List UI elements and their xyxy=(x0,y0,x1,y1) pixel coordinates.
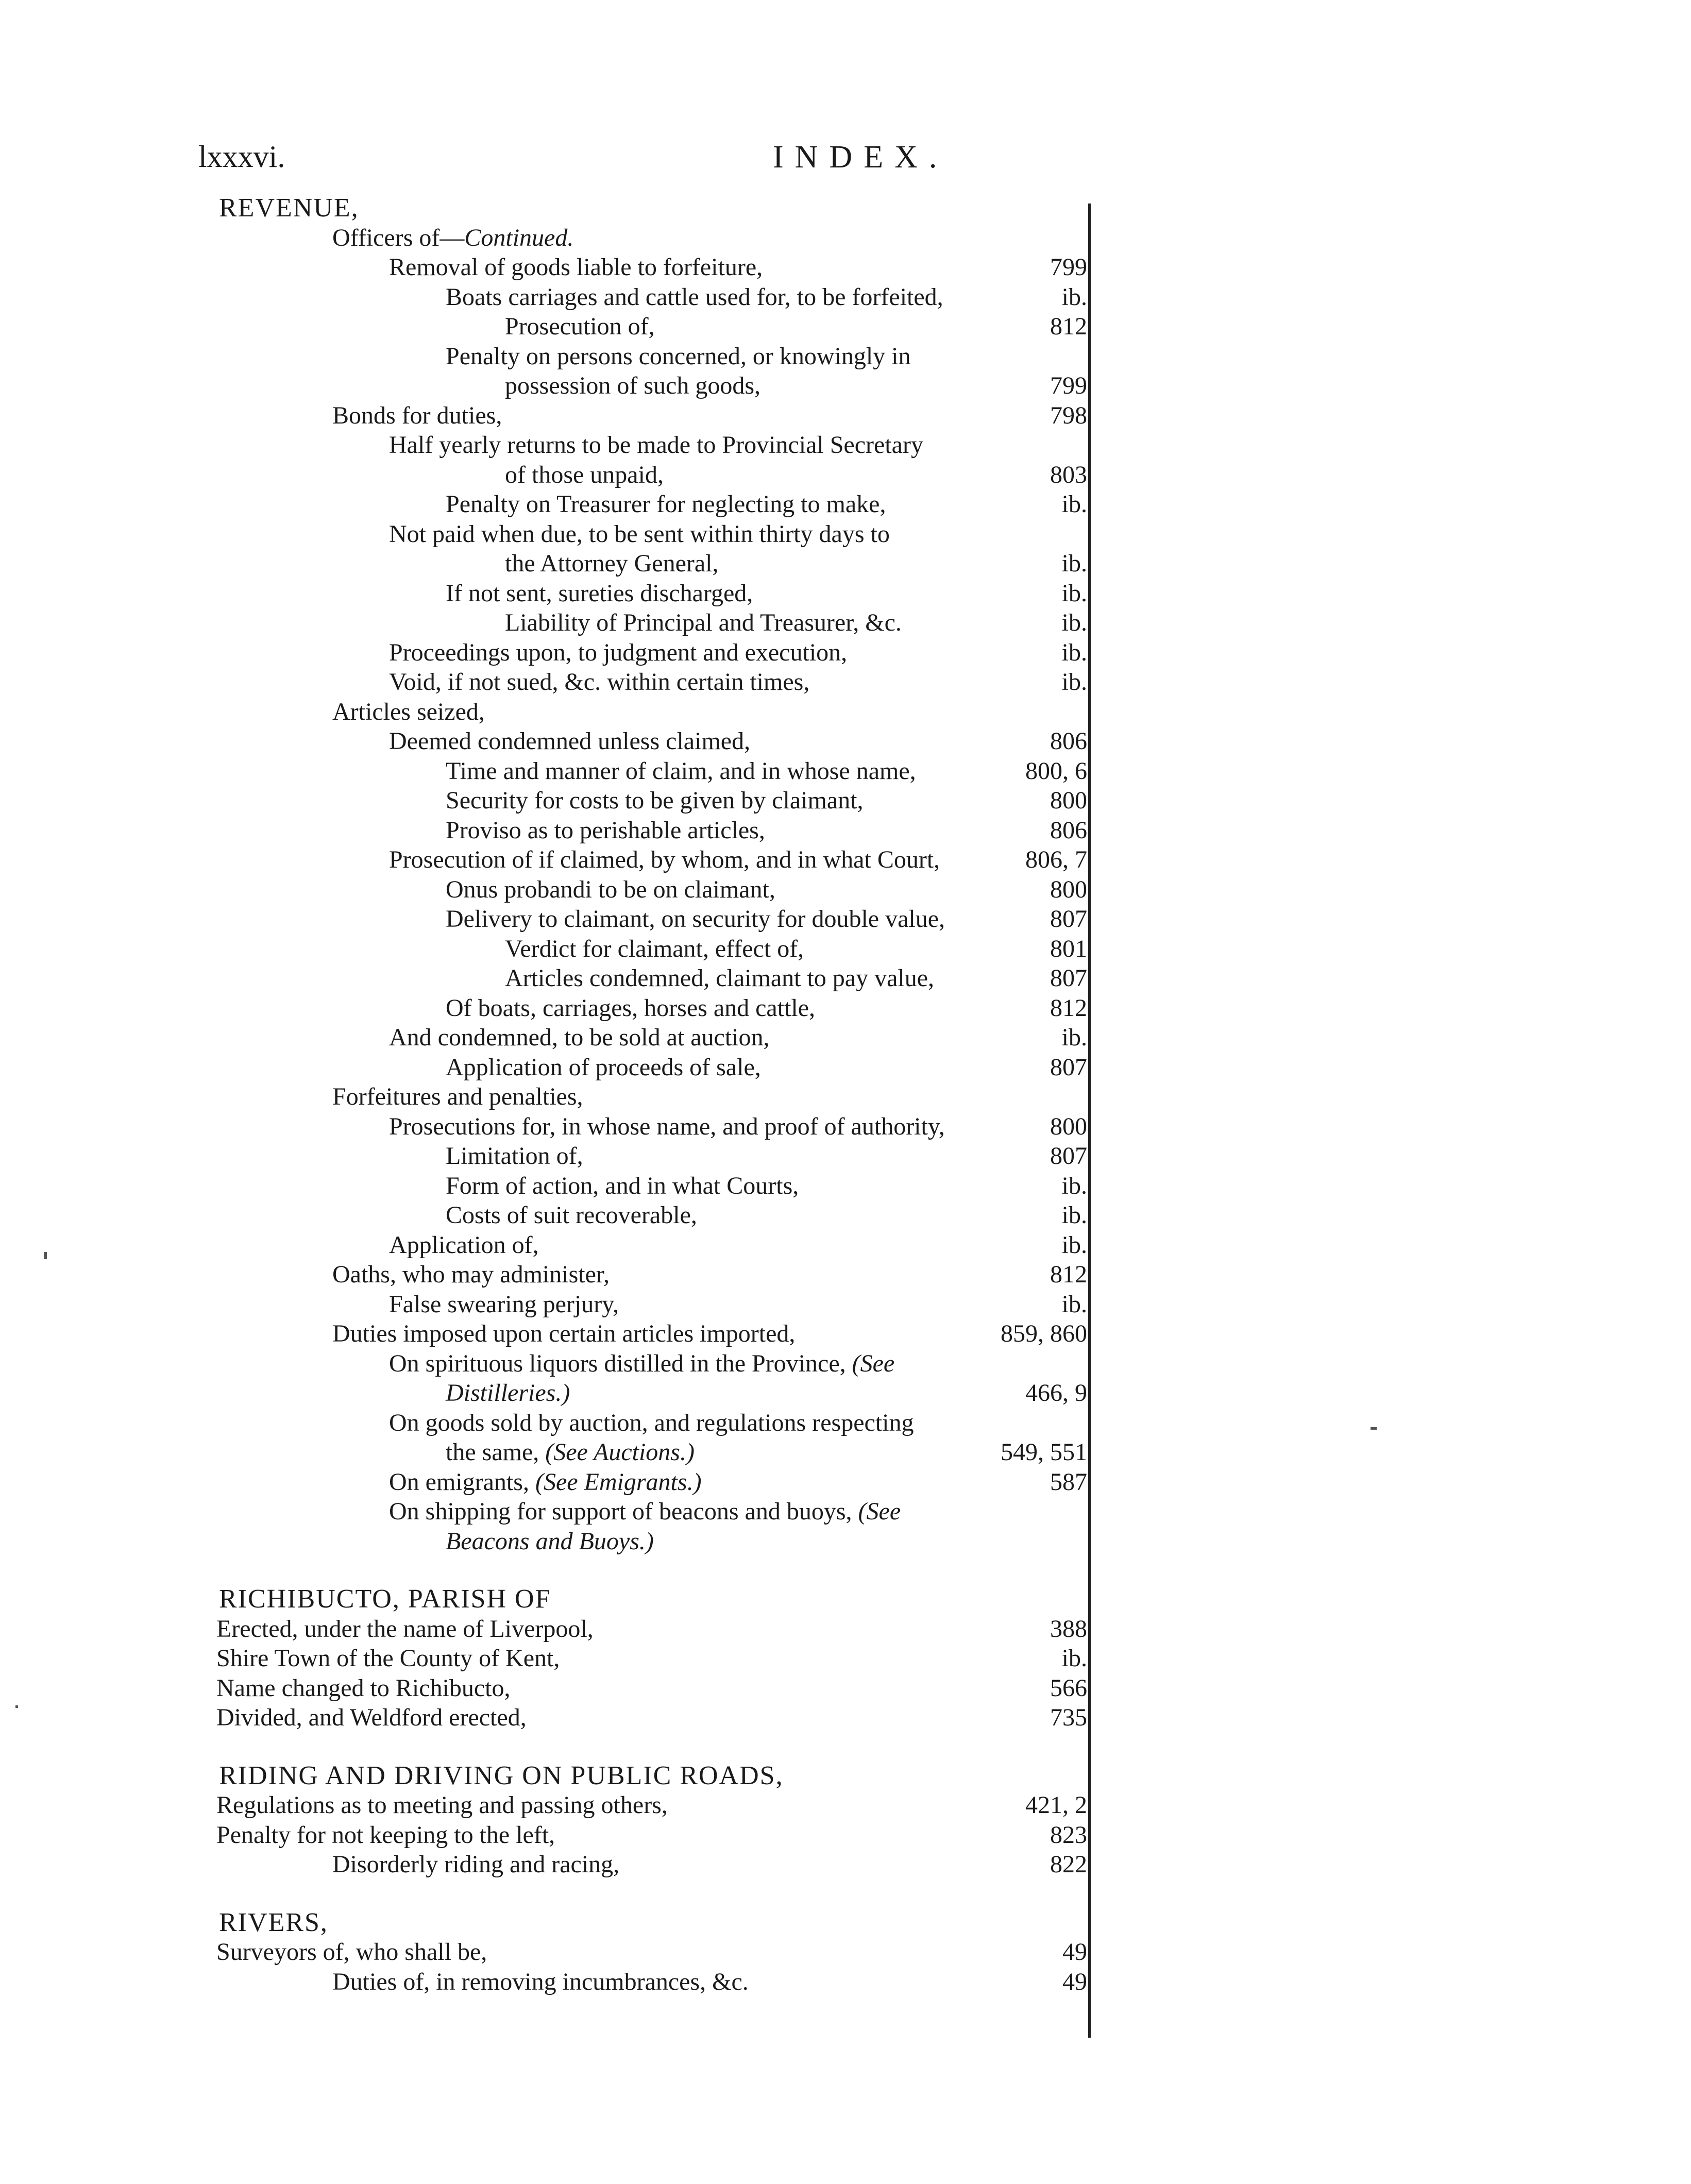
page-reference: 807 xyxy=(1050,964,1087,992)
index-entry xyxy=(0,1290,1691,1319)
page-reference: ib. xyxy=(1061,283,1087,311)
entry-text xyxy=(446,1053,761,1082)
entry-text xyxy=(216,1703,527,1733)
index-entry xyxy=(0,726,1691,756)
entry-label: Boats carriages and cattle used for, to be forfeited, xyxy=(446,283,943,311)
entry-label: Oaths, who may administer, xyxy=(332,1261,610,1288)
index-entry xyxy=(0,963,1691,993)
page-reference: 807 xyxy=(1050,905,1087,933)
entry-text xyxy=(446,904,945,934)
index-entry xyxy=(0,756,1691,786)
entry-text xyxy=(332,1967,749,1997)
entry-label: Application of, xyxy=(389,1231,539,1259)
index-entry xyxy=(0,519,1691,549)
paper-speck xyxy=(15,1705,18,1708)
page-reference: 799 xyxy=(1050,253,1087,281)
index-entry xyxy=(0,1053,1691,1082)
index-entry xyxy=(0,1644,1691,1673)
index-entry xyxy=(0,1260,1691,1290)
entry-text xyxy=(446,875,775,905)
entry-text xyxy=(505,460,664,490)
index-entry xyxy=(0,667,1691,697)
page-reference: 798 xyxy=(1050,401,1087,429)
entry-label: False swearing perjury, xyxy=(389,1290,619,1318)
entry-text xyxy=(389,667,809,697)
page-reference: 49 xyxy=(1062,1968,1087,1995)
entry-text xyxy=(446,1437,695,1467)
entry-text xyxy=(389,726,750,756)
page-reference: 549, 551 xyxy=(1001,1438,1087,1466)
entry-text xyxy=(446,786,863,816)
section-gap xyxy=(0,1880,1691,1908)
entry-text xyxy=(446,282,943,312)
entry-italic-note: Beacons and Buoys.) xyxy=(446,1527,654,1555)
entry-label: Disorderly riding and racing, xyxy=(332,1851,620,1878)
index-entry xyxy=(0,401,1691,431)
page-reference: 800 xyxy=(1050,875,1087,903)
entry-label: Deemed condemned unless claimed, xyxy=(389,727,751,755)
index-entry xyxy=(0,1820,1691,1850)
index-entry xyxy=(0,1467,1691,1497)
entry-text xyxy=(216,1644,560,1673)
entry-label: possession of such goods, xyxy=(505,372,761,399)
entry-label: Duties imposed upon certain articles imported, xyxy=(332,1320,796,1347)
index-entry xyxy=(0,904,1691,934)
page-reference: 801 xyxy=(1050,935,1087,962)
entry-text xyxy=(389,1023,770,1053)
page-reference: ib. xyxy=(1061,1024,1087,1051)
entry-text xyxy=(446,816,765,845)
index-entry xyxy=(0,1319,1691,1349)
index-entry xyxy=(0,1200,1691,1230)
index-entry xyxy=(0,1437,1691,1467)
index-entry xyxy=(0,1790,1691,1820)
index-entry xyxy=(0,697,1691,727)
entry-label: On goods sold by auction, and regulations respecting xyxy=(389,1409,914,1436)
entry-text xyxy=(505,934,804,964)
section-heading xyxy=(0,1761,1691,1791)
entry-italic-note: Continued. xyxy=(464,224,574,251)
index-entry xyxy=(0,460,1691,490)
entry-text xyxy=(446,489,886,519)
page-reference: 587 xyxy=(1050,1468,1087,1496)
entry-label: Officers of— xyxy=(332,224,465,251)
entry-text xyxy=(216,1937,487,1967)
index-entry xyxy=(0,934,1691,964)
index-entry xyxy=(0,1171,1691,1201)
entry-text xyxy=(446,1171,799,1201)
page-reference: ib. xyxy=(1061,638,1087,666)
entry-text xyxy=(446,579,753,608)
section-gap xyxy=(0,1733,1691,1761)
page-reference: ib. xyxy=(1061,1172,1087,1199)
index-entry xyxy=(0,1112,1691,1142)
entry-label: On emigrants, xyxy=(389,1468,535,1496)
entry-label: Shire Town of the County of Kent, xyxy=(216,1645,560,1672)
entry-text xyxy=(389,1408,914,1438)
entry-label: Application of proceeds of sale, xyxy=(446,1053,761,1081)
entry-text xyxy=(389,252,763,282)
entry-label: the Attorney General, xyxy=(505,550,719,577)
entry-text xyxy=(505,608,902,638)
section-heading-text: RICHIBUCTO, PARISH OF xyxy=(219,1584,551,1614)
section-heading-text: RIDING AND DRIVING ON PUBLIC ROADS, xyxy=(219,1760,784,1790)
page-reference: ib. xyxy=(1061,1290,1087,1318)
entry-text xyxy=(389,638,847,668)
entry-text xyxy=(389,430,923,460)
paper-speck xyxy=(44,1252,47,1259)
entry-label: Name changed to Richibucto, xyxy=(216,1674,511,1702)
entry-italic-note: (See xyxy=(852,1349,895,1377)
page-reference: 421, 2 xyxy=(1025,1791,1087,1819)
entry-italic-note: (See Emigrants.) xyxy=(535,1468,702,1496)
index-entry xyxy=(0,1527,1691,1556)
entry-label: Divided, and Weldford erected, xyxy=(216,1704,527,1731)
section-heading xyxy=(0,193,1691,223)
page-reference: ib. xyxy=(1061,1645,1087,1672)
entry-label: Penalty on persons concerned, or knowingly in xyxy=(446,342,911,370)
entry-label: Removal of goods liable to forfeiture, xyxy=(389,253,763,281)
entry-text xyxy=(505,963,934,993)
entry-text xyxy=(446,1200,697,1230)
entry-text xyxy=(389,1497,901,1527)
entry-label: On spirituous liquors distilled in the Province, xyxy=(389,1349,852,1377)
entry-label: Not paid when due, to be sent within thirty days to xyxy=(389,520,890,548)
entry-label: On shipping for support of beacons and buoys, xyxy=(389,1498,858,1525)
page-reference: ib. xyxy=(1061,609,1087,636)
page-title: INDEX. xyxy=(773,140,949,175)
index-entry xyxy=(0,223,1691,253)
entry-label: Prosecutions for, in whose name, and proof of authority, xyxy=(389,1112,945,1140)
entry-label: Proviso as to perishable articles, xyxy=(446,816,765,844)
page-reference: 823 xyxy=(1050,1821,1087,1849)
entry-label: Prosecution of, xyxy=(505,313,655,340)
entry-text xyxy=(389,1290,619,1319)
entry-label: Limitation of, xyxy=(446,1142,583,1170)
entry-text xyxy=(332,1260,610,1290)
index-entry xyxy=(0,1703,1691,1733)
entry-text xyxy=(446,1378,570,1408)
entry-text xyxy=(389,519,890,549)
entry-label: Forfeitures and penalties, xyxy=(332,1083,583,1110)
entry-text xyxy=(216,1820,555,1850)
paper-speck xyxy=(1371,1427,1377,1430)
entry-text xyxy=(332,223,573,253)
entry-label: the same, xyxy=(446,1438,546,1466)
index-entry xyxy=(0,845,1691,875)
page-reference: 49 xyxy=(1062,1938,1087,1966)
index-entry xyxy=(0,1614,1691,1644)
page-reference: 812 xyxy=(1050,1261,1087,1288)
index-entry xyxy=(0,1497,1691,1527)
entry-label: of those unpaid, xyxy=(505,461,664,488)
page-reference: ib. xyxy=(1061,668,1087,696)
page-reference: ib. xyxy=(1061,550,1087,577)
entry-label: Liability of Principal and Treasurer, &c. xyxy=(505,609,902,636)
entry-text xyxy=(216,1673,511,1703)
index-entry xyxy=(0,875,1691,905)
page-reference: 806, 7 xyxy=(1025,846,1087,873)
entry-text xyxy=(446,993,815,1023)
index-entry xyxy=(0,489,1691,519)
entry-text xyxy=(446,342,910,371)
entry-text xyxy=(389,1467,702,1497)
entry-label: Verdict for claimant, effect of, xyxy=(505,935,804,962)
page-reference: 735 xyxy=(1050,1704,1087,1731)
index-entry xyxy=(0,1967,1691,1997)
index-entry xyxy=(0,1230,1691,1260)
entry-text xyxy=(389,845,940,875)
index-entry xyxy=(0,1141,1691,1171)
page-reference: 822 xyxy=(1050,1851,1087,1878)
entry-text xyxy=(216,1614,594,1644)
index-entry xyxy=(0,312,1691,342)
index-entry xyxy=(0,1850,1691,1880)
index-entry xyxy=(0,282,1691,312)
index-entry xyxy=(0,1349,1691,1379)
page-reference: 466, 9 xyxy=(1025,1379,1087,1407)
entry-label: Onus probandi to be on claimant, xyxy=(446,875,775,903)
index-entry xyxy=(0,1378,1691,1408)
page-reference: 806 xyxy=(1050,816,1087,844)
index-entry xyxy=(0,549,1691,579)
index-entry xyxy=(0,1937,1691,1967)
entry-text xyxy=(446,1141,583,1171)
page-header xyxy=(0,139,1691,185)
entry-italic-note: (See xyxy=(858,1498,901,1525)
section-heading-text: REVENUE, xyxy=(219,193,359,223)
entry-text xyxy=(446,1527,654,1556)
page-reference: ib. xyxy=(1061,1201,1087,1229)
index-entry xyxy=(0,342,1691,371)
entry-text xyxy=(389,1112,945,1142)
index-entry xyxy=(0,1408,1691,1438)
page-reference: 812 xyxy=(1050,994,1087,1022)
index-entry xyxy=(0,430,1691,460)
entry-label: Penalty on Treasurer for neglecting to make, xyxy=(446,490,886,518)
section-heading xyxy=(0,1908,1691,1938)
entry-label: Regulations as to meeting and passing others, xyxy=(216,1791,668,1819)
entry-label: Form of action, and in what Courts, xyxy=(446,1172,799,1199)
entry-label: Time and manner of claim, and in whose name, xyxy=(446,757,916,785)
index-entry xyxy=(0,1082,1691,1112)
entry-text xyxy=(216,1790,668,1820)
index-entry xyxy=(0,816,1691,845)
entry-text xyxy=(332,1319,795,1349)
entry-text xyxy=(505,549,719,579)
index-entry xyxy=(0,638,1691,668)
index-entry xyxy=(0,252,1691,282)
index-entry xyxy=(0,786,1691,816)
entry-label: Articles seized, xyxy=(332,698,485,725)
entry-label: Costs of suit recoverable, xyxy=(446,1201,697,1229)
index-entry xyxy=(0,371,1691,401)
section-gap xyxy=(0,1556,1691,1584)
index-entry xyxy=(0,1023,1691,1053)
entry-text xyxy=(332,1850,619,1880)
page-reference: 859, 860 xyxy=(1001,1320,1087,1347)
entry-label: Duties of, in removing incumbrances, &c. xyxy=(332,1968,749,1995)
page-reference: 799 xyxy=(1050,372,1087,399)
entry-label: Half yearly returns to be made to Provincial Secretary xyxy=(389,431,923,459)
index-entries xyxy=(0,193,1691,1996)
entry-label: Erected, under the name of Liverpool, xyxy=(216,1615,594,1643)
page-number: lxxxvi. xyxy=(198,140,285,174)
entry-label: Penalty for not keeping to the left, xyxy=(216,1821,555,1849)
page-reference: 800 xyxy=(1050,787,1087,814)
entry-text xyxy=(446,756,916,786)
entry-text xyxy=(505,312,655,342)
entry-label: Bonds for duties, xyxy=(332,401,502,429)
page-reference: 807 xyxy=(1050,1053,1087,1081)
section-heading xyxy=(0,1584,1691,1614)
page-reference: 800, 6 xyxy=(1025,757,1087,785)
page-reference: ib. xyxy=(1061,579,1087,607)
entry-label: And condemned, to be sold at auction, xyxy=(389,1024,770,1051)
index-entry xyxy=(0,993,1691,1023)
section-heading-text: RIVERS, xyxy=(219,1907,328,1937)
entry-label: Prosecution of if claimed, by whom, and in what Court, xyxy=(389,846,940,873)
index-entry xyxy=(0,579,1691,608)
entry-label: Void, if not sued, &c. within certain times, xyxy=(389,668,810,696)
entry-label: Delivery to claimant, on security for double value, xyxy=(446,905,945,933)
entry-label: If not sent, sureties discharged, xyxy=(446,579,753,607)
index-entry xyxy=(0,1673,1691,1703)
entry-text xyxy=(332,697,485,727)
entry-label: Proceedings upon, to judgment and execution, xyxy=(389,638,848,666)
entry-label: Articles condemned, claimant to pay value, xyxy=(505,964,935,992)
page-reference: 566 xyxy=(1050,1674,1087,1702)
index-entry xyxy=(0,608,1691,638)
entry-italic-note: (See Auctions.) xyxy=(545,1438,695,1466)
page-reference: 800 xyxy=(1050,1112,1087,1140)
entry-text xyxy=(389,1230,539,1260)
entry-label: Security for costs to be given by claimant, xyxy=(446,787,864,814)
entry-italic-note: Distilleries.) xyxy=(446,1379,570,1407)
page-reference: 806 xyxy=(1050,727,1087,755)
entry-label: Surveyors of, who shall be, xyxy=(216,1938,487,1966)
entry-label: Of boats, carriages, horses and cattle, xyxy=(446,994,816,1022)
page-reference: 807 xyxy=(1050,1142,1087,1170)
page-reference: 812 xyxy=(1050,313,1087,340)
entry-text xyxy=(505,371,760,401)
page-reference: ib. xyxy=(1061,1231,1087,1259)
entry-text xyxy=(332,401,502,431)
page-reference: 803 xyxy=(1050,461,1087,488)
entry-text xyxy=(389,1349,894,1379)
page-reference: ib. xyxy=(1061,490,1087,518)
page-reference: 388 xyxy=(1050,1615,1087,1643)
entry-text xyxy=(332,1082,583,1112)
